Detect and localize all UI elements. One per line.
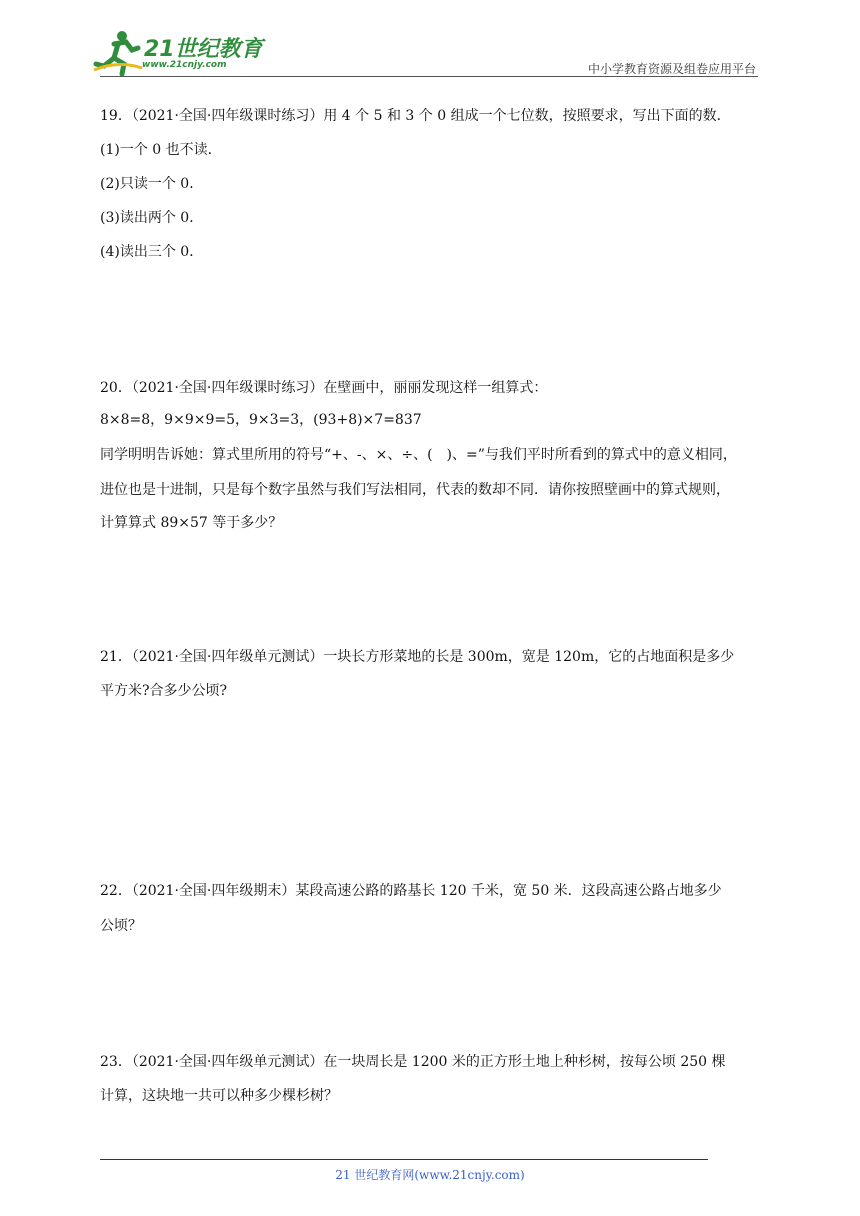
question-21-stem: 21．（2021·全国·四年级单元测试）一块长方形菜地的长是 300m，宽是 120m，它的占地面积是多少: [100, 649, 735, 665]
question-20-stem: 20．（2021·全国·四年级课时练习）在壁画中，丽丽发现这样一组算式：: [100, 380, 548, 396]
site-logo[interactable]: [92, 30, 262, 78]
question-20-line-3: 同学明明告诉她：算式里所用的符号“+、-、×、÷、( )、=”与我们平时所看到的算式中的意义相同，: [100, 447, 737, 463]
runner-logo-icon: [92, 30, 144, 76]
logo-title: 21世纪教育: [144, 37, 263, 62]
question-19-part-1: (1)一个 0 也不读．: [100, 142, 222, 158]
question-19-part-2: (2)只读一个 0．: [100, 176, 204, 192]
question-19-stem: 19．（2021·全国·四年级课时练习）用 4 个 5 和 3 个 0 组成一个七位数，按照要求，写出下面的数．: [100, 108, 731, 124]
question-20-line-5: 计算算式 89×57 等于多少？: [100, 515, 283, 531]
question-20-line-4: 进位也是十进制，只是每个数字虽然与我们写法相同，代表的数却不同．请你按照壁画中的算式规则，: [100, 482, 730, 498]
logo-url: www.21cnjy.com: [142, 60, 227, 70]
question-22-stem: 22．（2021·全国·四年级期末）某段高速公路的路基长 120 千米，宽 50 米．这段高速公路占地多少: [100, 883, 722, 899]
footer-link[interactable]: 21 世纪教育网(www.21cnjy.com): [335, 1168, 525, 1182]
question-21-line-2: 平方米?合多少公顷?: [100, 683, 228, 699]
header-divider: [100, 76, 758, 77]
page-header: [0, 0, 860, 80]
header-tagline: 中小学教育资源及组卷应用平台: [587, 62, 756, 76]
question-23-line-2: 计算，这块地一共可以种多少棵杉树？: [100, 1088, 338, 1104]
question-19-part-3: (3)读出两个 0．: [100, 210, 204, 226]
question-20-equations: 8×8=8，9×9×9=5，9×3=3，(93+8)×7=837: [100, 412, 422, 428]
question-23-stem: 23．（2021·全国·四年级单元测试）在一块周长是 1200 米的正方形土地上种杉树，按每公顷 250 棵: [100, 1054, 726, 1070]
question-19-part-4: (4)读出三个 0．: [100, 244, 204, 260]
footer-divider: [100, 1159, 708, 1160]
question-22-line-2: 公顷？: [100, 918, 142, 934]
